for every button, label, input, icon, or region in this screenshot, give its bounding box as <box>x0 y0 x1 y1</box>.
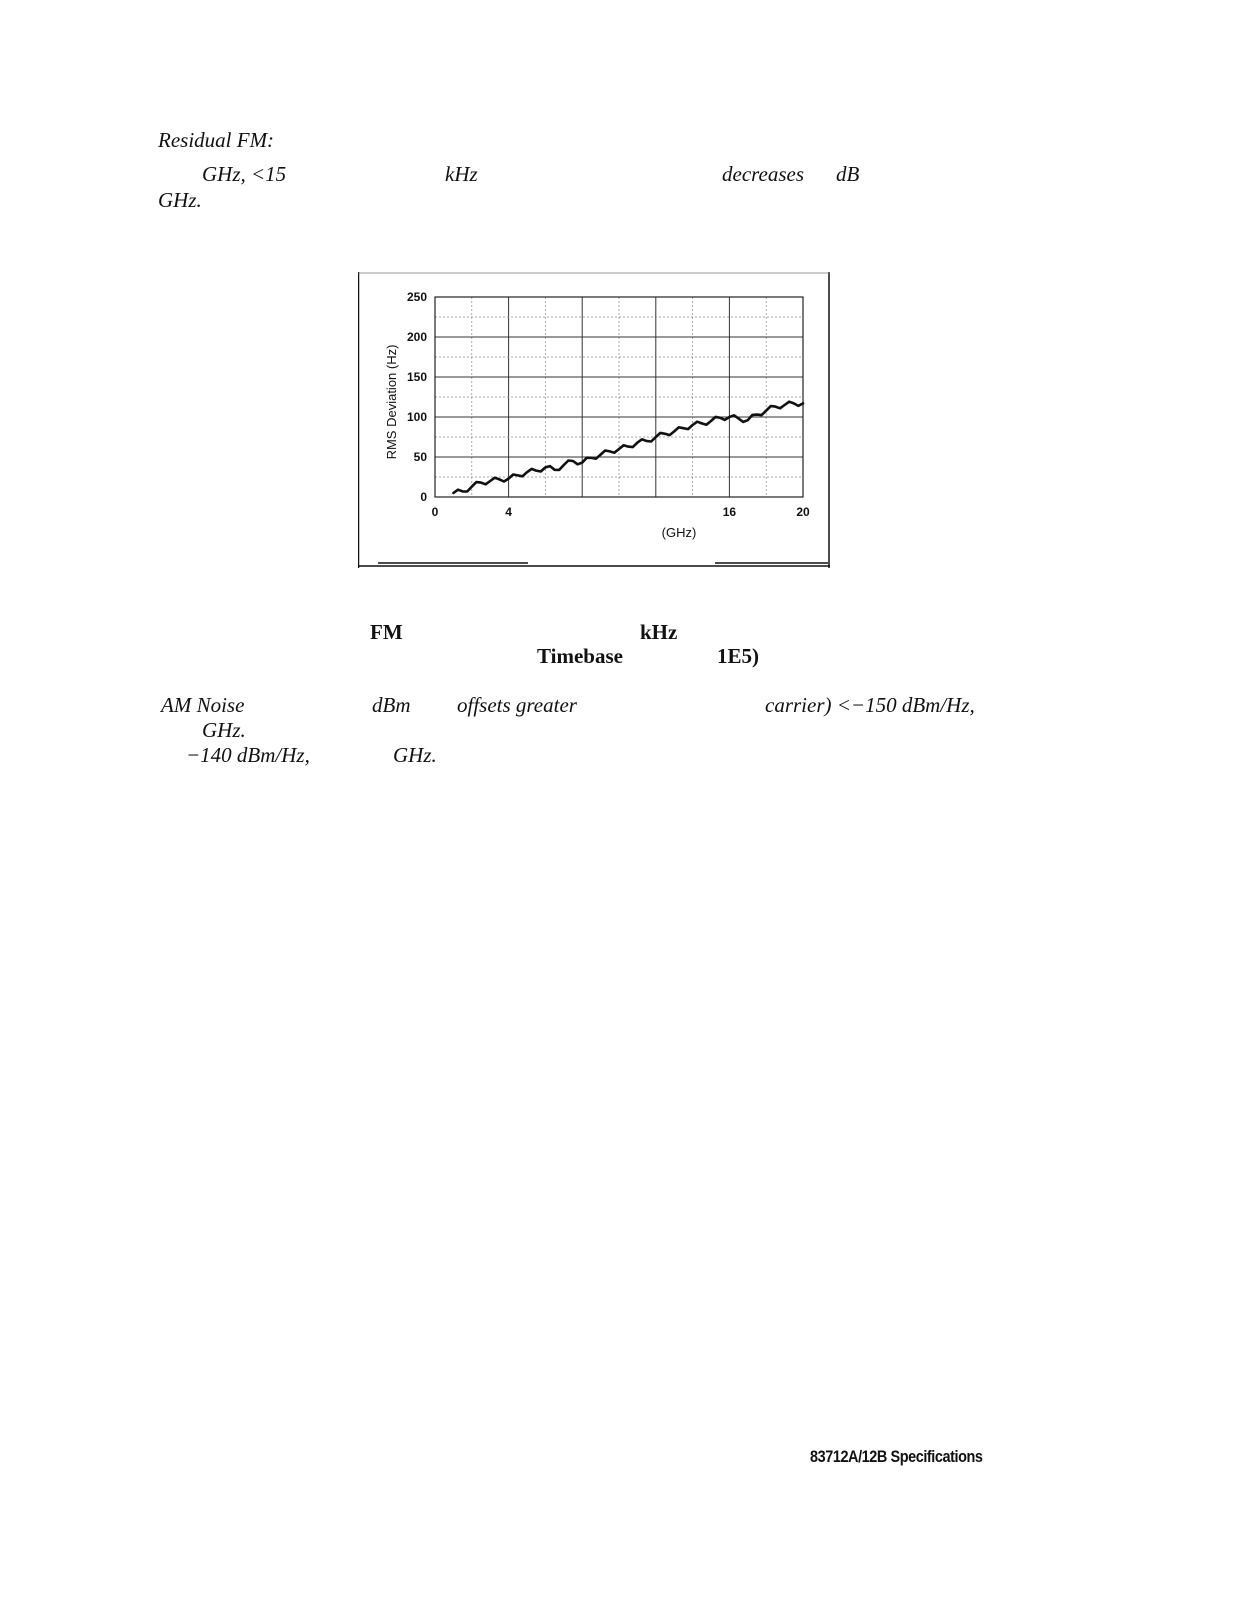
text-fragment: carrier) <−150 dBm/Hz, <box>765 693 975 717</box>
y-axis-label: RMS Deviation (Hz) <box>384 344 399 460</box>
text-fragment: GHz. <box>202 718 246 742</box>
y-tick-label: 100 <box>406 410 427 424</box>
chart-svg <box>358 272 830 568</box>
x-tick-label: 20 <box>796 505 810 519</box>
text-fragment: dB <box>836 162 860 186</box>
text-fragment: FM <box>370 620 403 644</box>
x-tick-label: 16 <box>722 505 737 519</box>
x-tick-label: 0 <box>431 505 439 519</box>
text-fragment: kHz <box>445 162 478 186</box>
text-fragment: GHz. <box>158 188 202 212</box>
text-fragment: 1E5) <box>717 644 759 668</box>
am-noise-heading: AM Noise <box>161 693 245 717</box>
y-tick-label: 200 <box>406 330 427 344</box>
series-line-rms-deviation <box>453 402 803 493</box>
text-fragment: GHz, <15 <box>202 162 287 186</box>
text-fragment: offsets greater <box>457 693 577 717</box>
text-fragment: Timebase <box>537 644 623 668</box>
text-fragment: GHz. <box>393 743 437 767</box>
y-tick-label: 150 <box>406 370 427 384</box>
y-tick-label: 50 <box>413 450 427 464</box>
x-tick-label: 4 <box>505 505 512 519</box>
text-fragment: dBm <box>372 693 411 717</box>
text-fragment: kHz <box>640 620 678 644</box>
rms-deviation-chart <box>358 272 830 568</box>
y-tick-label: 250 <box>406 290 427 304</box>
text-fragment: −140 dBm/Hz, <box>186 743 310 767</box>
text-fragment: decreases <box>722 162 805 186</box>
footer-title: 83712A/12B Specifications <box>810 1447 983 1466</box>
x-axis-label: (GHz) <box>661 525 697 540</box>
y-tick-label: 0 <box>420 490 427 504</box>
residual-fm-heading: Residual FM: <box>158 128 275 152</box>
